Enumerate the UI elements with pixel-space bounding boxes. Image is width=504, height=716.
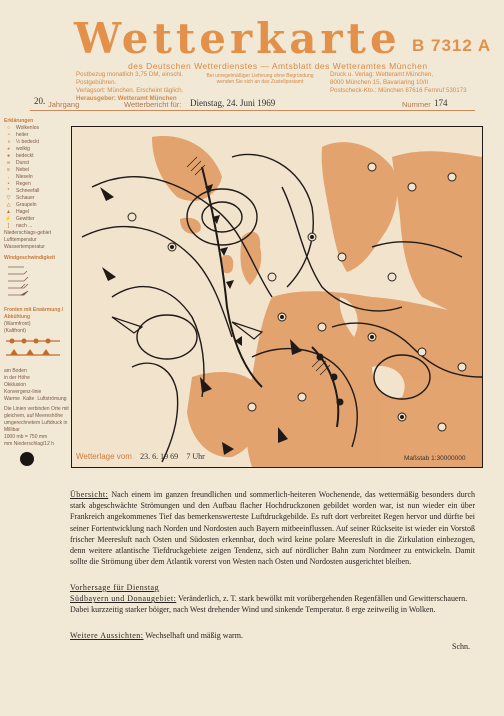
iceland bbox=[180, 218, 201, 234]
legend-item-label: Schneefall bbox=[16, 188, 40, 194]
map-legend bbox=[4, 118, 70, 448]
punch-hole bbox=[20, 452, 34, 466]
printer: Druck u. Verlag: Wetteramt München, bbox=[330, 71, 434, 78]
overview-section bbox=[70, 489, 475, 567]
synoptic-map bbox=[71, 126, 483, 468]
subscription-price: Postbezug monatlich 3,75 DM, einschl. Postgebühren. bbox=[76, 71, 183, 86]
publication-place: Verlagsort: München. Erscheint täglich. bbox=[76, 87, 184, 94]
legend-item-label: Schauer bbox=[16, 195, 35, 201]
legend-item bbox=[4, 160, 70, 167]
legend-symbol-icon: • bbox=[7, 181, 10, 187]
legend-item bbox=[4, 146, 70, 153]
volume-label: Jahrgang bbox=[48, 100, 80, 109]
legend-item-label: Nieseln bbox=[16, 174, 33, 180]
legend-symbol-icon: ◑ bbox=[6, 139, 11, 145]
forecast-section bbox=[70, 582, 475, 616]
region-forecast: Veränderlich, z. T. stark bewölkt mit vorübergehenden Regenfällen und Gewitterschauern. Dabei kurzzeitig starker böiger, nach West drehender Wind und sinkende Temperatur. 8 erge zeitweilig in Wolken. bbox=[70, 594, 468, 615]
legend-items bbox=[4, 125, 70, 230]
outlook-text: Wechselhaft und mäßig warm. bbox=[145, 631, 243, 640]
legend-symbol-icon: ◔ bbox=[6, 132, 11, 138]
legend-symbol-icon: * bbox=[7, 188, 10, 194]
legend-precip-unit: mm Niederschlag/12 h bbox=[4, 441, 55, 447]
legend-symbol-icon: ∞ bbox=[6, 160, 11, 166]
legend-symbol-icon: ] bbox=[7, 223, 10, 229]
legend-item bbox=[4, 125, 70, 132]
legend-isobar-note: Die Linien verbinden Orte mit gleichem, auf Meereshöhe umgerechnetem Luftdruck in Millibar bbox=[4, 406, 69, 433]
legend-item bbox=[4, 202, 70, 209]
map-drawing bbox=[72, 127, 482, 467]
legend-item-label: ½ bedeckt bbox=[16, 139, 40, 145]
print-info bbox=[330, 71, 470, 95]
legend-symbol-icon: △ bbox=[6, 202, 11, 208]
overview-label: Übersicht: bbox=[70, 490, 109, 499]
number-label: Nummer bbox=[402, 100, 431, 109]
map-time: 7 Uhr bbox=[186, 452, 205, 461]
legend-wind-title: Windgeschwindigkeit bbox=[4, 255, 56, 261]
delivery-note: Bei unregelmäßiger Lieferung ohne Begründung wenden Sie sich an das Zustellpostamt bbox=[206, 73, 314, 85]
printer-address: 8000 München 15, Bavariaring 10/II bbox=[330, 79, 429, 86]
legend-item-label: Gewitter bbox=[16, 216, 35, 222]
map-date: 23. 6. 19 69 bbox=[140, 452, 179, 461]
legend-symbol-icon: ⚡ bbox=[5, 216, 12, 222]
outlook-label: Weitere Aussichten: bbox=[70, 631, 144, 640]
legend-symbol-icon: ≡ bbox=[7, 167, 10, 173]
legend-item bbox=[4, 223, 70, 230]
legend-convergence: Konvergenz-linie bbox=[4, 389, 42, 395]
legend-altitude: in der Höhe bbox=[4, 375, 30, 381]
overview-text: Nach einem im ganzen freundlichen und sommerlich-heiteren Wochenende, das wettermäßig besonders durch stark abgeschwächte Strömungen und den Aufbau flacher Hochdruckzonen gebildet worden war, ist nun wieder ein über Frankreich angekommenes Tief das bemerkenswerteste Luftdruckgebilde. Es ruft dort verbreitet Regen hervor und dürfte bei seiner Fortentwicklung nach Norden und Nordosten auch Bayern mitbeeinflussen. Auf seiner Rückseite ist wieder ein Vorstoß frischer Meeresluft nach Osten und Südosten erkennbar, doch wird keine polare Meeresluft in die Zirkulation einbezogen, denn weitere atlantische Tiefdruckgebiete zeigen Tendenz, sich auf nördlicher Bahn zum Nordmeer zu entwickeln. Damit sollte die Strömung über dem Atlantik vorerst von Westen nach Osten und Nordosten ausgerichtet bleiben. bbox=[70, 490, 476, 567]
forecast-label: Vorhersage für Dienstag bbox=[70, 583, 160, 592]
legend-water-temp: Wassertemperatur bbox=[4, 244, 45, 250]
finland-russia bbox=[392, 151, 482, 327]
header-rule bbox=[30, 110, 475, 111]
legend-occlusion: Okklusion bbox=[4, 382, 26, 388]
legend-symbol-icon: ● bbox=[6, 153, 11, 159]
issue-date: Dienstag, 24. Juni 1969 bbox=[190, 98, 276, 108]
legend-symbol-icon: ◕ bbox=[6, 146, 11, 152]
scandinavia bbox=[322, 142, 398, 272]
legend-item-label: Graupeln bbox=[16, 202, 37, 208]
legend-item-label: Nebel bbox=[16, 167, 30, 173]
legend-mb: 1000 mb = 750 mm bbox=[4, 434, 48, 440]
legend-item-label: Hagel bbox=[16, 209, 30, 215]
legend-item-label: bedeckt bbox=[16, 153, 34, 159]
legend-coldfront: (Kaltfront) bbox=[4, 328, 26, 334]
legend-warmfront: (Warmfront) bbox=[4, 321, 31, 327]
wind-barb-table bbox=[4, 262, 64, 304]
map-scale: Maßstab 1:30000000 bbox=[404, 455, 466, 462]
legend-airflow bbox=[4, 396, 70, 403]
legend-item bbox=[4, 188, 70, 195]
legend-cold: Kalte bbox=[22, 396, 35, 402]
front-symbols bbox=[4, 335, 64, 365]
masthead-subtitle: des Deutschen Wetterdienstes — Amtsblatt des Wetteramtes München bbox=[128, 61, 428, 71]
legend-symbol-icon: ▲ bbox=[6, 209, 11, 215]
region-label: Südbayern und Donaugebiet: bbox=[70, 594, 177, 604]
legend-item-label: nach ... bbox=[16, 223, 33, 229]
legend-symbol-icon: ○ bbox=[6, 125, 11, 131]
legend-warm: Warme bbox=[4, 396, 20, 402]
legend-item-label: Regen bbox=[16, 181, 31, 187]
volume-number: 20. bbox=[34, 96, 46, 106]
legend-item bbox=[4, 181, 70, 188]
legend-item bbox=[4, 209, 70, 216]
legend-fronts-title: Fronten mit Erwärmung / Abkühlung bbox=[4, 307, 64, 320]
outlook-section bbox=[70, 630, 475, 641]
legend-item-label: Dunst bbox=[16, 160, 30, 166]
legend-airflow-label: Luftströmung bbox=[37, 396, 67, 402]
legend-symbol-icon: , bbox=[7, 174, 10, 180]
legend-ground: am Boden bbox=[4, 368, 27, 374]
legend-item bbox=[4, 139, 70, 146]
publisher: Herausgeber: Wetteramt München bbox=[76, 95, 177, 102]
legend-item-label: wolkig bbox=[16, 146, 30, 152]
issue-number: 174 bbox=[434, 98, 448, 108]
report-label: Wetterbericht für: bbox=[124, 100, 182, 109]
author-signature: Schn. bbox=[452, 642, 470, 651]
issue-line bbox=[30, 98, 470, 110]
legend-item-label: heiter bbox=[16, 132, 29, 138]
legend-air-temp: Lufttemperatur bbox=[4, 237, 37, 243]
map-date-footer bbox=[76, 452, 205, 461]
legend-item bbox=[4, 195, 70, 202]
map-date-label: Wetterlage vom bbox=[76, 452, 132, 461]
legend-item bbox=[4, 174, 70, 181]
legend-symbol-icon: ▽ bbox=[6, 195, 11, 201]
legend-precip-area: Niederschlags-gebiet bbox=[4, 230, 51, 236]
legend-item bbox=[4, 167, 70, 174]
printer-account: Postscheck-Kto.: München 87616 Fernruf 530173 bbox=[330, 87, 467, 94]
masthead-title: Wetterkarte bbox=[74, 14, 401, 63]
legend-item bbox=[4, 216, 70, 223]
legend-item bbox=[4, 132, 70, 139]
legend-item bbox=[4, 153, 70, 160]
publication-code: B 7312 A bbox=[412, 36, 492, 55]
legend-item-label: Wolkenlos bbox=[16, 125, 39, 131]
legend-title: Erklärungen bbox=[4, 118, 34, 124]
